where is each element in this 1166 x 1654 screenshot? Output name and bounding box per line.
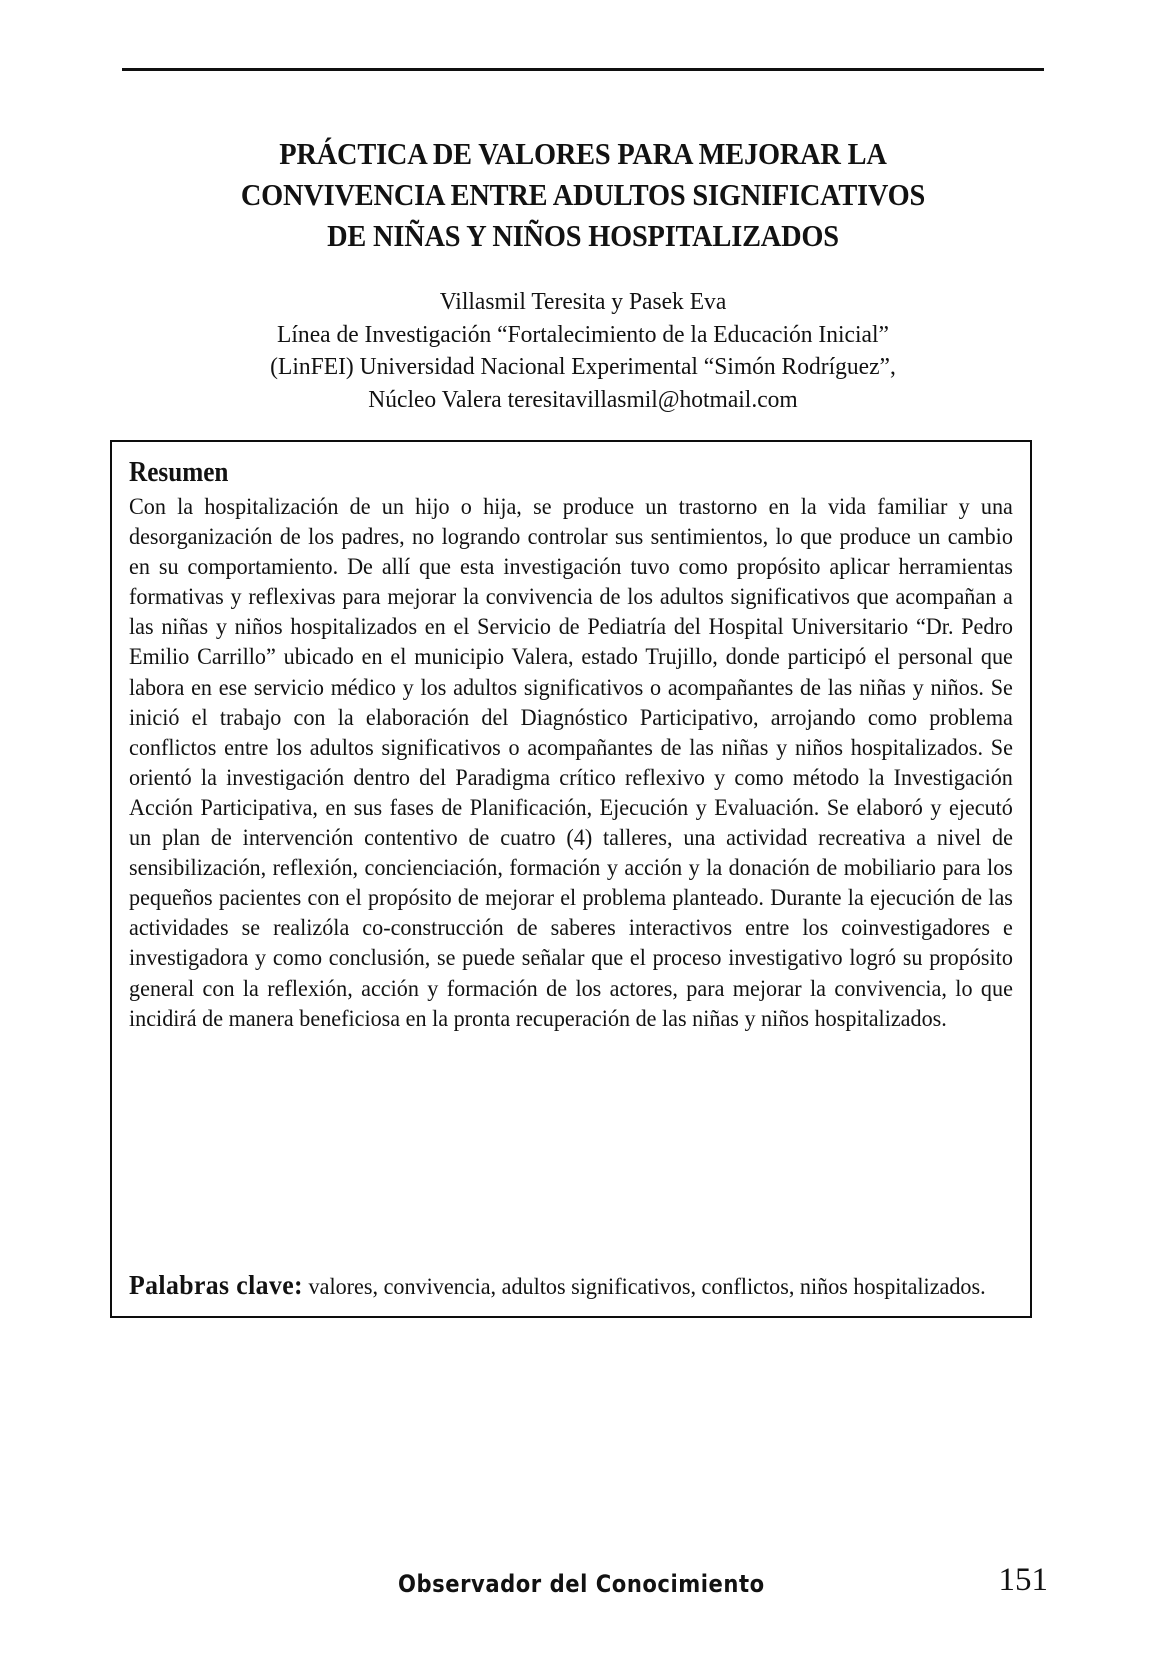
keywords-value: valores, convivencia, adultos significativos, conflictos, niños hospitalizados.	[303, 1273, 986, 1300]
abstract-heading: Resumen	[129, 457, 229, 488]
title-line-2: CONVIVENCIA ENTRE ADULTOS SIGNIFICATIVOS	[240, 178, 926, 212]
keywords-label: Palabras clave:	[129, 1269, 304, 1300]
keywords-block	[129, 1270, 1041, 1302]
page-title	[118, 134, 1048, 257]
footer-page-number: 151	[998, 1562, 1048, 1598]
abstract-box	[110, 440, 1032, 1318]
title-line-3: DE NIÑAS Y NIÑOS HOSPITALIZADOS	[327, 219, 839, 253]
title-line-1: PRÁCTICA DE VALORES PARA MEJORAR LA	[279, 137, 887, 171]
author-names: Villasmil Teresita y Pasek Eva	[439, 288, 727, 315]
affiliation-line-2: (LinFEI) Universidad Nacional Experimental “Simón Rodríguez”,	[270, 353, 896, 381]
footer-journal-name: Observador del Conocimiento	[398, 1570, 765, 1598]
author-affiliation-block	[118, 286, 1048, 416]
header-rule	[122, 68, 1044, 71]
contact-email-line: Núcleo Valera teresitavillasmil@hotmail.com	[368, 385, 798, 413]
page-footer	[118, 1562, 1048, 1612]
abstract-body: Con la hospitalización de un hijo o hija, se produce un trastorno en la vida familiar y una desorganización de los padres, no logrando controlar sus sentimientos, lo que produce un cambio en su comportamiento. De allí que esta investigación tuvo como propósito aplicar herramientas formativas y reflexivas para mejorar la convivencia de los adultos significativos que acompañan a las niñas y niños hospitalizados en el Servicio de Pediatría del Hospital Universitario “Dr. Pedro Emilio Carrillo” ubicado en el municipio Valera, estado Trujillo, donde participó el personal que labora en ese servicio médico y los adultos significativos o acompañantes de las niñas y niños. Se inició el trabajo con la elaboración del Diagnóstico Participativo, arrojando como problema conflictos entre los adultos significativos o acompañantes de las niñas y niños hospitalizados. Se orientó la investigación dentro del Paradigma crítico reflexivo y como método la Investigación Acción Participativa, en sus fases de Planificación, Ejecución y Evaluación. Se elaboró y ejecutó un plan de intervención contentivo de cuatro (4) talleres, una actividad recreativa a nivel de sensibilización, reflexión, concienciación, formación y acción y la donación de mobiliario para los pequeños pacientes con el propósito de mejorar el problema planteado. Durante la ejecución de las actividades se realizóla co-construcción de saberes interactivos entre los coinvestigadores e investigadora y como conclusión, se puede señalar que el proceso investigativo logró su propósito general con la reflexión, acción y formación de los actores, para mejorar la convivencia, lo que incidirá de manera beneficiosa en la pronta recuperación de las niñas y niños hospitalizados.	[129, 494, 1013, 1032]
affiliation-line-1: Línea de Investigación “Fortalecimiento de la Educación Inicial”	[277, 320, 889, 348]
